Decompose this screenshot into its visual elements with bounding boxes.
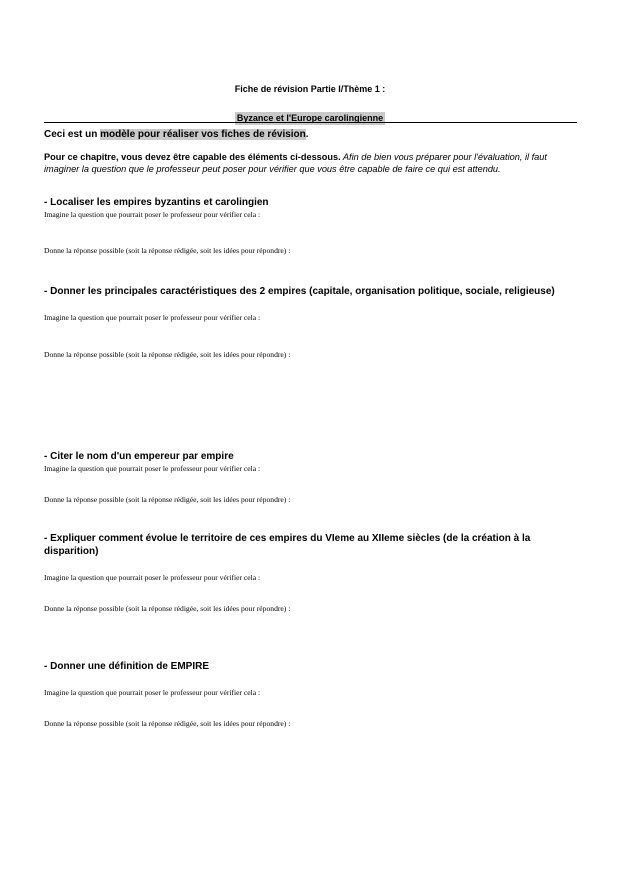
header-divider [44, 122, 577, 123]
instructions-paragraph [44, 151, 580, 175]
answer-prompt: Donne la réponse possible (soit la réponse rédigée, soit les idées pour répondre) : [44, 719, 291, 728]
section-heading-localiser: - Localiser les empires byzantins et carolingien [44, 197, 269, 208]
answer-prompt: Donne la réponse possible (soit la réponse rédigée, soit les idées pour répondre) : [44, 350, 291, 359]
instructions-bold: Pour ce chapitre, vous devez être capable des éléments ci-dessous. [44, 152, 341, 162]
question-prompt: Imagine la question que pourrait poser le professeur pour vérifier cela : [44, 573, 261, 582]
answer-prompt: Donne la réponse possible (soit la réponse rédigée, soit les idées pour répondre) : [44, 495, 291, 504]
answer-prompt: Donne la réponse possible (soit la réponse rédigée, soit les idées pour répondre) : [44, 246, 291, 255]
section-heading-caracteristiques: - Donner les principales caractéristiques des 2 empires (capitale, organisation politique, sociale, religieuse) [44, 286, 555, 297]
section-heading-empereur: - Citer le nom d'un empereur par empire [44, 451, 234, 462]
page-subtitle: Byzance et l'Europe carolingienne [236, 113, 384, 123]
intro-suffix: . [305, 129, 309, 140]
section-heading-definition: - Donner une définition de EMPIRE [44, 661, 209, 672]
question-prompt: Imagine la question que pourrait poser le professeur pour vérifier cela : [44, 464, 261, 473]
instructions-italic: Afin de bien vous préparer pour l'évaluation, il faut imaginer la question que le professeur peut poser pour vérifier que vous être capable de faire ce qui est attendu. [44, 152, 547, 175]
question-prompt: Imagine la question que pourrait poser le professeur pour vérifier cela : [44, 688, 261, 697]
question-prompt: Imagine la question que pourrait poser le professeur pour vérifier cela : [44, 210, 261, 219]
answer-prompt: Donne la réponse possible (soit la réponse rédigée, soit les idées pour répondre) : [44, 604, 291, 613]
intro-highlight: modèle pour réaliser vos fiches de révision [100, 129, 306, 140]
intro-prefix: Ceci est un [44, 129, 101, 140]
subtitle-container [0, 108, 620, 126]
intro-line [44, 129, 309, 140]
question-prompt: Imagine la question que pourrait poser le professeur pour vérifier cela : [44, 313, 261, 322]
section-heading-territoire: - Expliquer comment évolue le territoire de ces empires du VIeme au XIIeme siècles (de la création à la disparition) [44, 533, 531, 557]
page-title: Fiche de révision Partie I/Thème 1 : [234, 84, 386, 94]
